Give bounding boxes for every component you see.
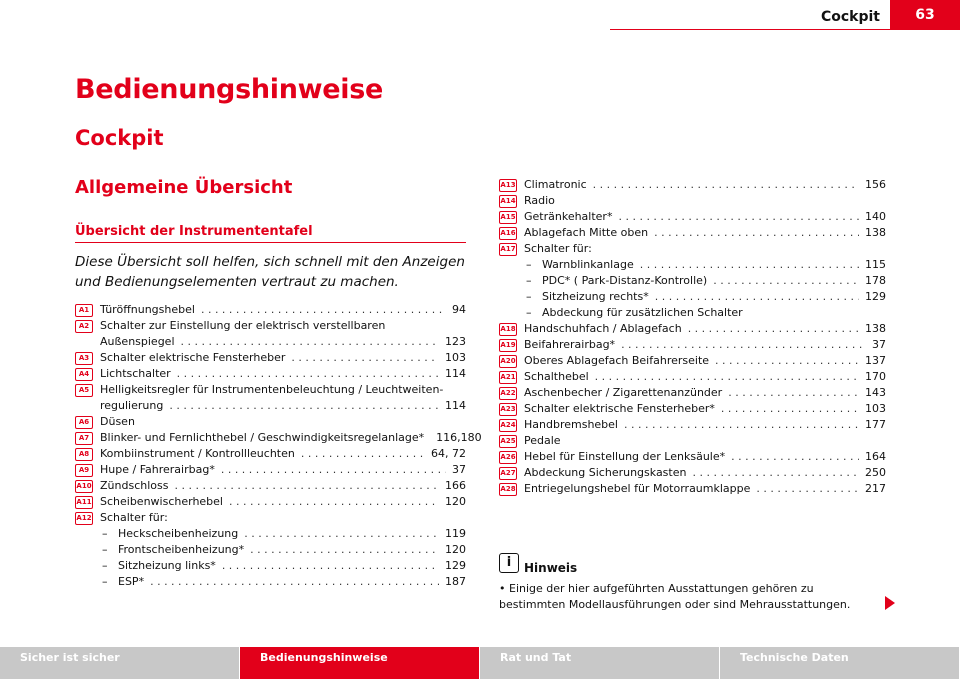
- footer-nav: [0, 647, 960, 679]
- item-number-badge: A22: [499, 387, 517, 400]
- item-label: Ablagefach Mitte oben: [524, 226, 649, 239]
- item-label: Schalter für:: [524, 242, 592, 255]
- item-number-badge: A2: [75, 320, 93, 333]
- dot-leader: [655, 289, 859, 305]
- list-item: [75, 366, 466, 382]
- info-icon: i: [499, 553, 519, 573]
- item-label: Abdeckung Sicherungskasten: [524, 466, 687, 479]
- item-number-badge: A17: [499, 243, 517, 256]
- dash-marker: –: [526, 290, 532, 303]
- dot-leader: [221, 462, 446, 478]
- list-item: [75, 462, 466, 478]
- page-reference-link[interactable]: 116,180: [436, 431, 482, 444]
- item-label: Hupe / Fahrerairbag*: [100, 463, 215, 476]
- hinweis-text-block: [499, 581, 879, 613]
- list-item: [75, 574, 466, 590]
- item-label: Oberes Ablagefach Beifahrerseite: [524, 354, 710, 367]
- list-item: [499, 449, 886, 465]
- dot-leader: [301, 446, 425, 462]
- footer-tab[interactable]: Technische Daten: [720, 647, 960, 679]
- right-item-list: [499, 177, 886, 497]
- list-item: [75, 526, 466, 542]
- item-label: Scheibenwischerhebel: [100, 495, 223, 508]
- item-label: Sitzheizung rechts*: [542, 290, 649, 303]
- list-item: [499, 465, 886, 481]
- item-label: Heckscheibenheizung: [118, 527, 239, 540]
- dot-leader: [715, 353, 859, 369]
- page-reference-link[interactable]: 138: [865, 226, 886, 239]
- intro-text: Diese Übersicht soll helfen, sich schnell mit den Anzeigen und Bedienungselementen vertraut zu machen.: [75, 254, 465, 290]
- item-number-badge: A9: [75, 464, 93, 477]
- item-number-badge: A14: [499, 195, 517, 208]
- footer-tab[interactable]: Sicher ist sicher: [0, 647, 240, 679]
- list-item: [499, 209, 886, 225]
- list-item: [499, 241, 886, 257]
- item-number-badge: A12: [75, 512, 93, 525]
- page-reference-link[interactable]: 120: [445, 495, 466, 508]
- page-reference-link[interactable]: 177: [865, 418, 886, 431]
- list-item: [499, 177, 886, 193]
- subsection-title: Allgemeine Übersicht: [75, 177, 293, 198]
- dot-leader: [244, 526, 439, 542]
- item-label: Climatronic: [524, 178, 587, 191]
- list-item: [499, 273, 886, 289]
- header-title: Cockpit: [820, 9, 880, 25]
- item-label: Schalter für:: [100, 511, 168, 524]
- list-item: [499, 417, 886, 433]
- item-number-badge: A5: [75, 384, 93, 397]
- page-reference-link[interactable]: 187: [445, 575, 466, 588]
- list-item: [499, 305, 886, 321]
- dash-marker: –: [102, 543, 108, 556]
- item-label: Außenspiegel: [100, 335, 175, 348]
- list-item: [75, 542, 466, 558]
- list-item: [75, 446, 466, 462]
- list-item: [499, 369, 886, 385]
- item-label: Abdeckung für zusätzlichen Schalter: [542, 306, 743, 319]
- dot-leader: [150, 574, 439, 590]
- list-item: [75, 494, 466, 510]
- item-number-badge: A4: [75, 368, 93, 381]
- dot-leader: [731, 449, 859, 465]
- list-item: [499, 257, 886, 273]
- dot-leader: [169, 398, 439, 414]
- dot-leader: [640, 257, 859, 273]
- item-number-badge: A27: [499, 467, 517, 480]
- page-reference-link[interactable]: 120: [445, 543, 466, 556]
- dash-marker: –: [102, 559, 108, 572]
- list-item: [499, 289, 886, 305]
- list-item: [75, 350, 466, 366]
- item-number-badge: A24: [499, 419, 517, 432]
- dot-leader: [692, 465, 859, 481]
- item-label: Kombiinstrument / Kontrollleuchten: [100, 447, 295, 460]
- page-reference-link[interactable]: 140: [865, 210, 886, 223]
- item-label: Schalter zur Einstellung der elektrisch verstellbaren: [100, 319, 386, 332]
- item-number-badge: A18: [499, 323, 517, 336]
- item-number-badge: A3: [75, 352, 93, 365]
- dot-leader: [654, 225, 859, 241]
- item-number-badge: A20: [499, 355, 517, 368]
- subheading: Übersicht der Instrumententafel: [75, 224, 313, 239]
- item-number-badge: A26: [499, 451, 517, 464]
- dot-leader: [177, 366, 439, 382]
- section-title: Bedienungshinweise: [75, 74, 384, 105]
- dash-marker: –: [526, 274, 532, 287]
- item-label: Blinker- und Fernlichthebel / Geschwindigkeitsregelanlage*: [100, 431, 425, 444]
- dot-leader: [250, 542, 439, 558]
- item-number-badge: A10: [75, 480, 93, 493]
- page-reference-link[interactable]: 129: [445, 559, 466, 572]
- list-item: [75, 414, 466, 430]
- dot-leader: [756, 481, 859, 497]
- item-number-badge: A28: [499, 483, 517, 496]
- item-number-badge: A8: [75, 448, 93, 461]
- dash-marker: –: [102, 575, 108, 588]
- item-label: Pedale: [524, 434, 561, 447]
- item-number-badge: A15: [499, 211, 517, 224]
- page-reference-link[interactable]: 103: [445, 351, 466, 364]
- item-label: Lichtschalter: [100, 367, 171, 380]
- item-label: Schalter elektrische Fensterheber*: [524, 402, 715, 415]
- dot-leader: [229, 494, 439, 510]
- dot-leader: [181, 334, 439, 350]
- list-item: [499, 433, 886, 449]
- footer-tab[interactable]: Bedienungshinweise: [240, 647, 480, 679]
- list-item: [499, 481, 886, 497]
- dot-leader: [728, 385, 859, 401]
- item-number-badge: A23: [499, 403, 517, 416]
- list-item: [75, 382, 466, 414]
- item-label: Helligkeitsregler für Instrumentenbeleuchtung / Leuchtweiten-: [100, 383, 444, 396]
- page-reference-link[interactable]: 114: [445, 399, 466, 412]
- dot-leader: [713, 273, 859, 289]
- item-label: Türöffnungshebel: [100, 303, 195, 316]
- page-reference-link[interactable]: 156: [865, 178, 886, 191]
- list-item: [499, 353, 886, 369]
- list-item: [75, 430, 482, 446]
- dot-leader: [174, 478, 439, 494]
- hinweis-text: Einige der hier aufgeführten Ausstattungen gehören zu bestimmten Modellausführungen oder sind Mehrausstattungen.: [499, 582, 851, 611]
- list-item: [499, 321, 886, 337]
- list-item: [75, 558, 466, 574]
- page-reference-link[interactable]: 94: [452, 303, 466, 316]
- list-item: [499, 385, 886, 401]
- list-item: [75, 478, 466, 494]
- item-label: Schalter elektrische Fensterheber: [100, 351, 286, 364]
- item-number-badge: A16: [499, 227, 517, 240]
- dot-leader: [595, 369, 859, 385]
- item-number-badge: A7: [75, 432, 93, 445]
- item-number-badge: A25: [499, 435, 517, 448]
- item-label: Sitzheizung links*: [118, 559, 216, 572]
- item-label: Handbremshebel: [524, 418, 618, 431]
- item-label: Radio: [524, 194, 555, 207]
- page-reference-link[interactable]: 143: [865, 386, 886, 399]
- chapter-title: Cockpit: [75, 126, 164, 150]
- page-reference-link[interactable]: 123: [445, 335, 466, 348]
- header-rule: [610, 29, 890, 30]
- bullet-icon: •: [499, 582, 506, 595]
- subheading-rule: [75, 242, 466, 243]
- item-label: PDC* ( Park-Distanz-Kontrolle): [542, 274, 708, 287]
- item-label: Düsen: [100, 415, 135, 428]
- dot-leader: [624, 417, 859, 433]
- page-number: 63: [890, 0, 960, 30]
- footer-tab[interactable]: Rat und Tat: [480, 647, 720, 679]
- item-label: Zündschloss: [100, 479, 169, 492]
- item-label: Hebel für Einstellung der Lenksäule*: [524, 450, 726, 463]
- list-item: [499, 225, 886, 241]
- item-label: Handschuhfach / Ablagefach: [524, 322, 682, 335]
- item-number-badge: A19: [499, 339, 517, 352]
- dot-leader: [222, 558, 439, 574]
- list-item: [499, 401, 886, 417]
- page-reference-link[interactable]: 64, 72: [431, 447, 466, 460]
- page-reference-link[interactable]: 217: [865, 482, 886, 495]
- page-reference-link[interactable]: 178: [865, 274, 886, 287]
- dot-leader: [721, 401, 859, 417]
- list-item: [499, 193, 886, 209]
- list-item: [499, 337, 886, 353]
- hinweis-title: Hinweis: [524, 561, 578, 575]
- dot-leader: [291, 350, 439, 366]
- dash-marker: –: [526, 306, 532, 319]
- page-reference-link[interactable]: 114: [445, 367, 466, 380]
- dot-leader: [593, 177, 859, 193]
- item-label: Frontscheibenheizung*: [118, 543, 245, 556]
- dot-leader: [688, 321, 859, 337]
- dot-leader: [201, 302, 446, 318]
- item-label: Beifahrerairbag*: [524, 338, 616, 351]
- item-number-badge: A11: [75, 496, 93, 509]
- item-number-badge: A1: [75, 304, 93, 317]
- item-label: ESP*: [118, 575, 145, 588]
- list-item: [75, 318, 466, 350]
- page-reference-link[interactable]: 138: [865, 322, 886, 335]
- dot-leader: [618, 209, 859, 225]
- item-number-badge: A13: [499, 179, 517, 192]
- item-label: Getränkehalter*: [524, 210, 613, 223]
- item-label: Aschenbecher / Zigarettenanzünder: [524, 386, 723, 399]
- page-reference-link[interactable]: 115: [865, 258, 886, 271]
- item-number-badge: A21: [499, 371, 517, 384]
- page-reference-link[interactable]: 164: [865, 450, 886, 463]
- page-reference-link[interactable]: 119: [445, 527, 466, 540]
- page-reference-link[interactable]: 137: [865, 354, 886, 367]
- item-label: Schalthebel: [524, 370, 589, 383]
- item-label: regulierung: [100, 399, 164, 412]
- next-page-arrow-icon[interactable]: [885, 596, 895, 610]
- page-reference-link[interactable]: 170: [865, 370, 886, 383]
- item-label: Entriegelungshebel für Motorraumklappe: [524, 482, 751, 495]
- page-reference-link[interactable]: 250: [865, 466, 886, 479]
- page-reference-link[interactable]: 103: [865, 402, 886, 415]
- item-number-badge: A6: [75, 416, 93, 429]
- dash-marker: –: [102, 527, 108, 540]
- dot-leader: [621, 337, 866, 353]
- item-label: Warnblinkanlage: [542, 258, 634, 271]
- list-item: [75, 510, 466, 526]
- left-item-list: [75, 302, 482, 590]
- page-reference-link[interactable]: 166: [445, 479, 466, 492]
- page-reference-link[interactable]: 37: [872, 338, 886, 351]
- dash-marker: –: [526, 258, 532, 271]
- page-reference-link[interactable]: 129: [865, 290, 886, 303]
- list-item: [75, 302, 466, 318]
- page-reference-link[interactable]: 37: [452, 463, 466, 476]
